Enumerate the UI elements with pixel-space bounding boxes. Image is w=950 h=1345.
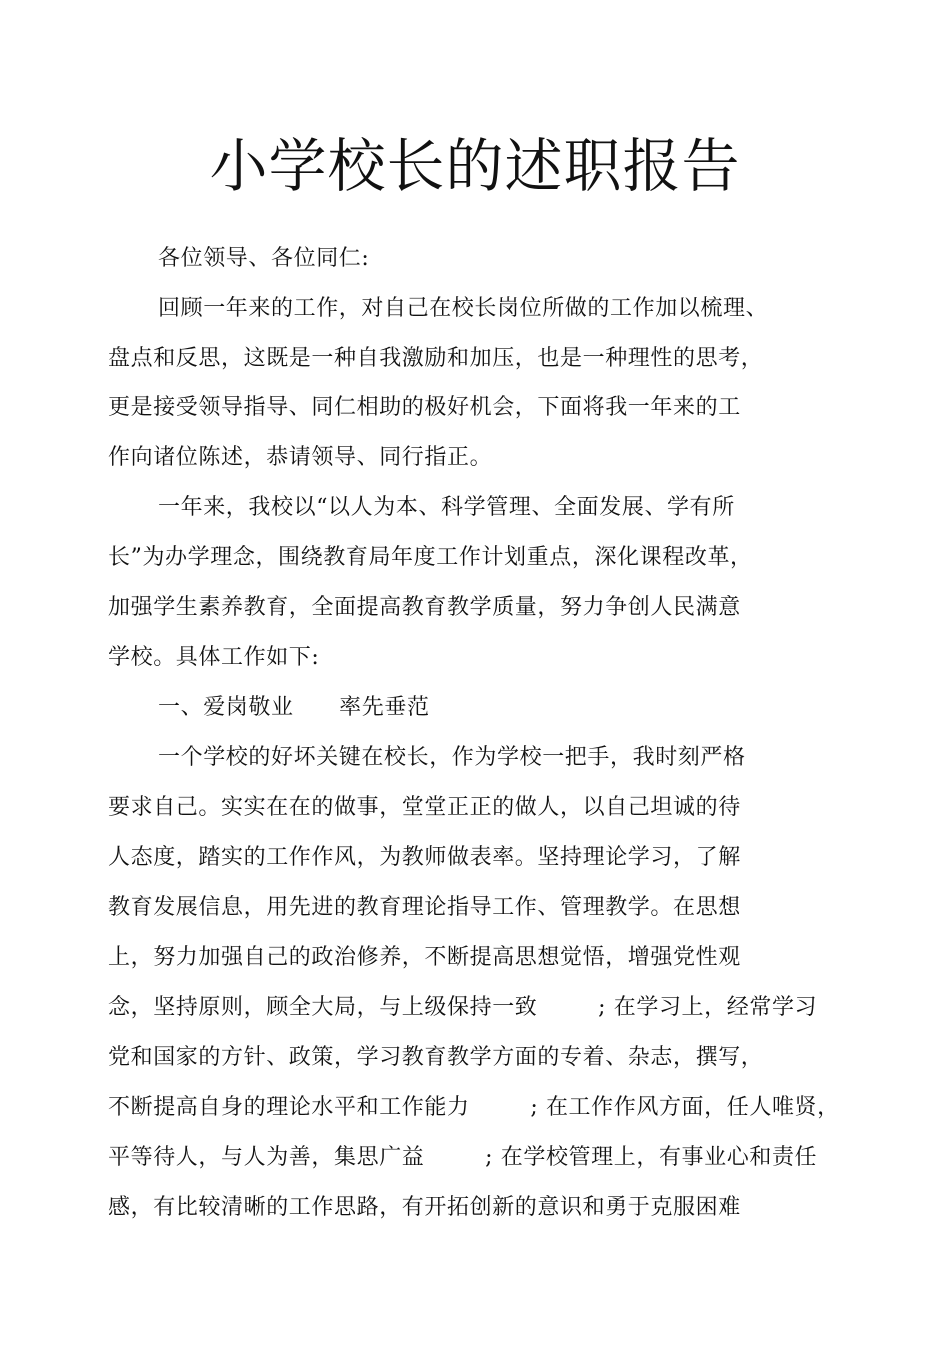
- paragraph-1-line-1: 回顾一年来的工作，对自己在校长岗位所做的工作加以梳理、: [158, 296, 769, 321]
- paragraph-3-line-3: 人态度，踏实的工作作风，为教师做表率。坚持理论学习，了解: [108, 845, 741, 870]
- paragraph-2-line-3: 加强学生素养教育，全面提高教育教学质量，努力争创人民满意: [108, 595, 741, 620]
- paragraph-3-line-7: 党和国家的方针、政策，学习教育教学方面的专着、杂志，撰写，: [108, 1045, 764, 1070]
- paragraph-3-line-1: 一个学校的好坏关键在校长，作为学校一把手，我时刻严格: [158, 745, 746, 770]
- paragraph-1-line-3: 更是接受领导指导、同仁相助的极好机会，下面将我一年来的工: [108, 395, 741, 420]
- section-heading-1: 一、爱岗敬业 率先垂范: [158, 695, 430, 720]
- salutation-line: 各位领导、各位同仁:: [158, 246, 370, 271]
- paragraph-2-line-1: 一年来，我校以“以人为本、科学管理、全面发展、学有所: [158, 495, 735, 520]
- document-title: 小学校长的述职报告: [209, 132, 741, 200]
- paragraph-2-line-2: 长”为办学理念，围绕教育局年度工作计划重点，深化课程改革，: [108, 545, 753, 570]
- paragraph-3-line-2: 要求自己。实实在在的做事，堂堂正正的做人，以自己坦诚的待: [108, 795, 741, 820]
- paragraph-2-line-4: 学校。具体工作如下:: [108, 645, 320, 670]
- paragraph-3-line-9: 平等待人，与人为善，集思广益 ; 在学校管理上，有事业心和责任: [108, 1145, 818, 1170]
- paragraph-3-line-5: 上，努力加强自己的政治修养，不断提高思想觉悟，增强党性观: [108, 945, 741, 970]
- paragraph-1-line-2: 盘点和反思，这既是一种自我激励和加压，也是一种理性的思考，: [108, 346, 764, 371]
- paragraph-3-line-10: 感，有比较清晰的工作思路，有开拓创新的意识和勇于克服困难: [108, 1195, 741, 1220]
- paragraph-1-line-4: 作向诸位陈述，恭请领导、同行指正。: [108, 445, 493, 470]
- paragraph-3-line-4: 教育发展信息，用先进的教育理论指导工作、管理教学。在思想: [108, 895, 741, 920]
- paragraph-3-line-8: 不断提高自身的理论水平和工作能力 ; 在工作作风方面，任人唯贤，: [108, 1095, 840, 1120]
- paragraph-3-line-6: 念，坚持原则，顾全大局，与上级保持一致 ; 在学习上，经常学习: [108, 995, 818, 1020]
